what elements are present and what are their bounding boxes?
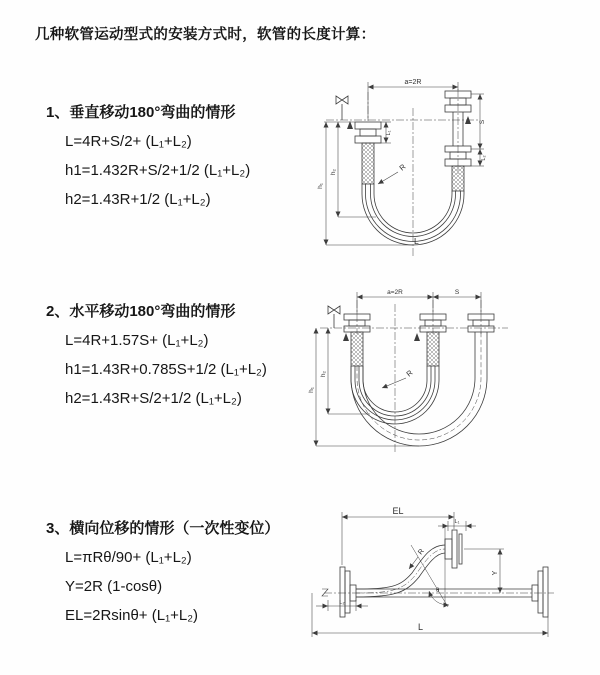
up-arrow-icon (343, 333, 349, 341)
d2-radius-label: R (404, 368, 415, 379)
d3-dim-l2: L₂ (339, 600, 345, 606)
formula-line: h1=1.43R+0.785S+1/2 (L₁+L₂) (65, 361, 267, 378)
d3-dim-y: Y (492, 570, 499, 576)
diagram-2-drawing (308, 284, 593, 456)
d1-dim-s: S (479, 119, 486, 125)
diagram-1-drawing (312, 74, 580, 258)
up-arrow-icon (414, 333, 420, 341)
d3-length-label: L (418, 622, 424, 632)
d3-dim-el: EL (392, 506, 404, 516)
valve-icon (328, 306, 340, 328)
section-1 (46, 101, 250, 214)
diagram-horizontal-180-bend (308, 284, 593, 456)
formula-line: h2=1.43R+1/2 (L₁+L₂) (65, 191, 211, 208)
section-2 (46, 300, 267, 413)
diagram-lateral-displacement (298, 503, 593, 645)
formula-line: Y=2R (1-cosθ) (65, 578, 163, 595)
d1-radius-label: R (397, 162, 408, 173)
formula-line: h1=1.432R+S/2+1/2 (L₁+L₂) (65, 162, 251, 179)
section-3 (46, 517, 279, 630)
d1-dim-h1: h₁ (317, 183, 324, 189)
formula-line: EL=2Rsinθ+ (L₁+L₂) (65, 607, 199, 624)
section-2-heading: 2、水平移动180°弯曲的情形 (46, 303, 236, 320)
diagram-vertical-180-bend (312, 74, 580, 258)
d3-dim-l1: L₁ (454, 519, 460, 525)
formula-line: h2=1.43R+S/2+1/2 (L₁+L₂) (65, 390, 242, 407)
d1-dim-a2r: a=2R (404, 79, 422, 86)
d2-dim-h1: h₁ (308, 387, 315, 393)
centerline-break-icon (322, 589, 328, 596)
section-3-heading: 3、横向位移的情形（一次性变位） (46, 520, 280, 537)
formula-line: L=4R+1.57S+ (L₁+L₂) (65, 332, 209, 349)
d2-dim-h2: h₂ (320, 370, 327, 378)
d1-dim-l1: L₁ (386, 130, 392, 136)
valve-icon (336, 96, 348, 120)
page-title: 几种软管运动型式的安装方式时，软管的长度计算： (35, 27, 376, 43)
d3-radius-label: R (417, 547, 426, 557)
d2-dim-s: S (454, 289, 460, 296)
section-1-heading: 1、垂直移动180°弯曲的情形 (46, 104, 236, 121)
d2-dim-a2r: a=2R (387, 289, 403, 296)
d1-dim-l2: L₂ (481, 155, 487, 161)
formula-line: L=πRθ/90+ (L₁+L₂) (65, 549, 192, 566)
d3-angle-label: θ (436, 588, 440, 594)
diagram-3-drawing (298, 503, 593, 645)
d1-dim-h2: h₂ (330, 168, 337, 176)
d1-length-label: L (414, 236, 419, 246)
formula-line: L=4R+S/2+ (L₁+L₂) (65, 133, 192, 150)
